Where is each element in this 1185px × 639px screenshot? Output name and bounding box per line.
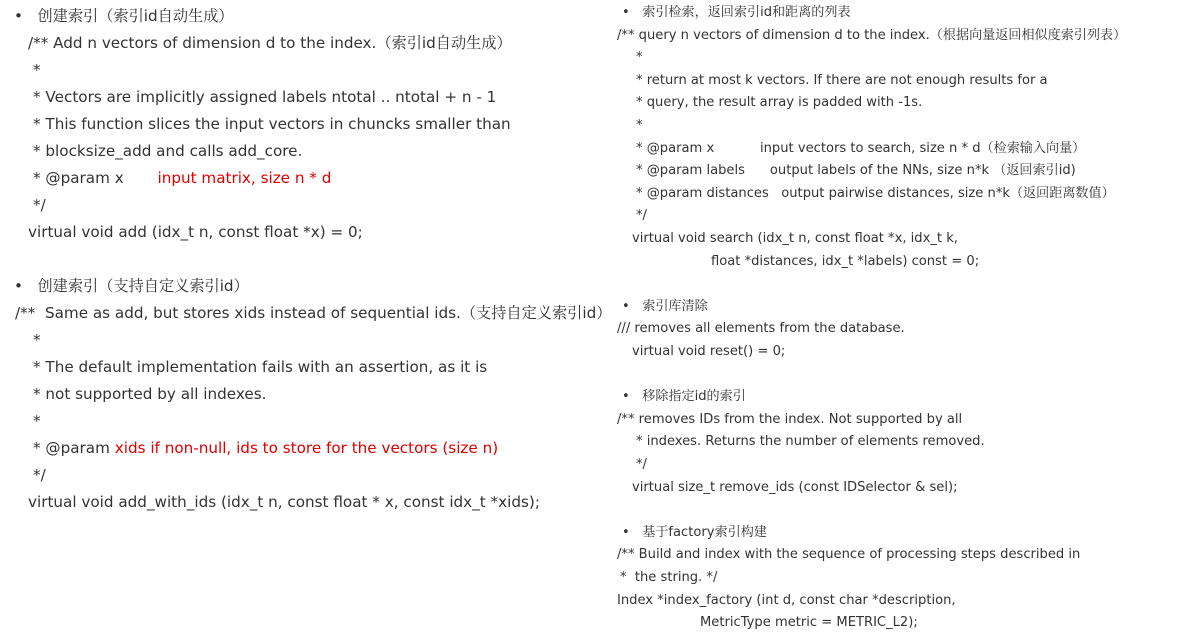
code-line: * — [33, 412, 41, 430]
code-signature: virtual void add_with_ids (idx_t n, const float * x, const idx_t *xids); — [28, 493, 540, 511]
heading-reset: 索引库清除 — [642, 299, 708, 314]
code-signature: virtual void search (idx_t n, const float *x, idx_t k, — [632, 231, 958, 246]
code-line: */ — [636, 457, 647, 472]
code-signature: virtual size_t remove_ids (const IDSelector & sel); — [632, 480, 958, 495]
code-line: */ — [636, 208, 647, 223]
code-line: * @param x input vectors to search, size n * d（检索输入向量） — [636, 141, 1086, 156]
code-line: * indexes. Returns the number of elements removed. — [636, 434, 985, 449]
code-line: */ — [33, 466, 46, 484]
bullet-icon: • — [14, 7, 23, 25]
code-signature: Index *index_factory (int d, const char *description, — [617, 593, 956, 608]
code-line: * blocksize_add and calls add_core. — [33, 142, 303, 160]
bullet-icon: • — [622, 389, 630, 404]
bullet-heading-add — [14, 3, 234, 30]
code-line: * query, the result array is padded with -1s. — [636, 95, 923, 110]
code-line: * return at most k vectors. If there are not enough results for a — [636, 73, 1048, 88]
bullet-icon: • — [622, 299, 630, 314]
bullet-heading-index-factory — [622, 522, 767, 545]
heading-add: 创建索引（索引id自动生成） — [37, 7, 234, 25]
bullet-heading-search — [622, 2, 851, 25]
heading-remove-ids: 移除指定id的索引 — [642, 389, 746, 404]
code-line: * — [33, 331, 41, 349]
heading-index-factory: 基于factory索引构建 — [642, 525, 767, 540]
code-line: /// removes all elements from the database. — [617, 321, 905, 336]
heading-add-with-ids: 创建索引（支持自定义索引id） — [37, 277, 249, 295]
code-line: */ — [33, 196, 46, 214]
code-signature-cont: MetricType metric = METRIC_L2); — [700, 615, 918, 630]
param-desc-highlight: xids if non-null, ids to store for the vectors (size n) — [114, 439, 499, 457]
code-line: /** Same as add, but stores xids instead of sequential ids.（支持自定义索引id） — [15, 304, 612, 322]
code-line: * not supported by all indexes. — [33, 385, 267, 403]
code-line: * The default implementation fails with an assertion, as it is — [33, 358, 488, 376]
code-line: * This function slices the input vectors in chuncks smaller than — [33, 115, 511, 133]
param-prefix: * @param — [33, 439, 115, 457]
heading-search: 索引检索，返回索引id和距离的列表 — [642, 5, 851, 20]
bullet-icon: • — [622, 5, 630, 20]
param-desc-highlight: input matrix, size n * d — [157, 169, 332, 187]
code-line: * Vectors are implicitly assigned labels ntotal .. ntotal + n - 1 — [33, 88, 497, 106]
param-prefix: * @param x — [33, 169, 124, 187]
code-line: /** removes IDs from the index. Not supported by all — [617, 412, 963, 427]
code-line: /** Build and index with the sequence of processing steps described in — [617, 547, 1081, 562]
code-signature: virtual void add (idx_t n, const float *x) = 0; — [28, 223, 363, 241]
bullet-icon: • — [14, 277, 23, 295]
code-signature: virtual void reset() = 0; — [632, 344, 786, 359]
code-line: * — [636, 50, 643, 65]
code-signature-cont: float *distances, idx_t *labels) const = 0; — [711, 254, 980, 269]
code-line: * @param labels output labels of the NNs, size n*k （返回索引id) — [636, 163, 1076, 178]
param-line — [33, 165, 331, 192]
code-line: /** query n vectors of dimension d to the index.（根据向量返回相似度索引列表） — [617, 28, 1127, 43]
code-line: * — [33, 61, 41, 79]
bullet-heading-remove-ids — [622, 386, 746, 409]
bullet-heading-add-with-ids — [14, 273, 249, 300]
param-line — [33, 435, 498, 462]
code-line: * @param distances output pairwise distances, size n*k（返回距离数值） — [636, 186, 1115, 201]
code-line: * the string. */ — [620, 570, 718, 585]
bullet-icon: • — [622, 525, 630, 540]
code-line: /** Add n vectors of dimension d to the index.（索引id自动生成） — [28, 34, 512, 52]
bullet-heading-reset — [622, 296, 708, 319]
code-line: * — [636, 118, 643, 133]
